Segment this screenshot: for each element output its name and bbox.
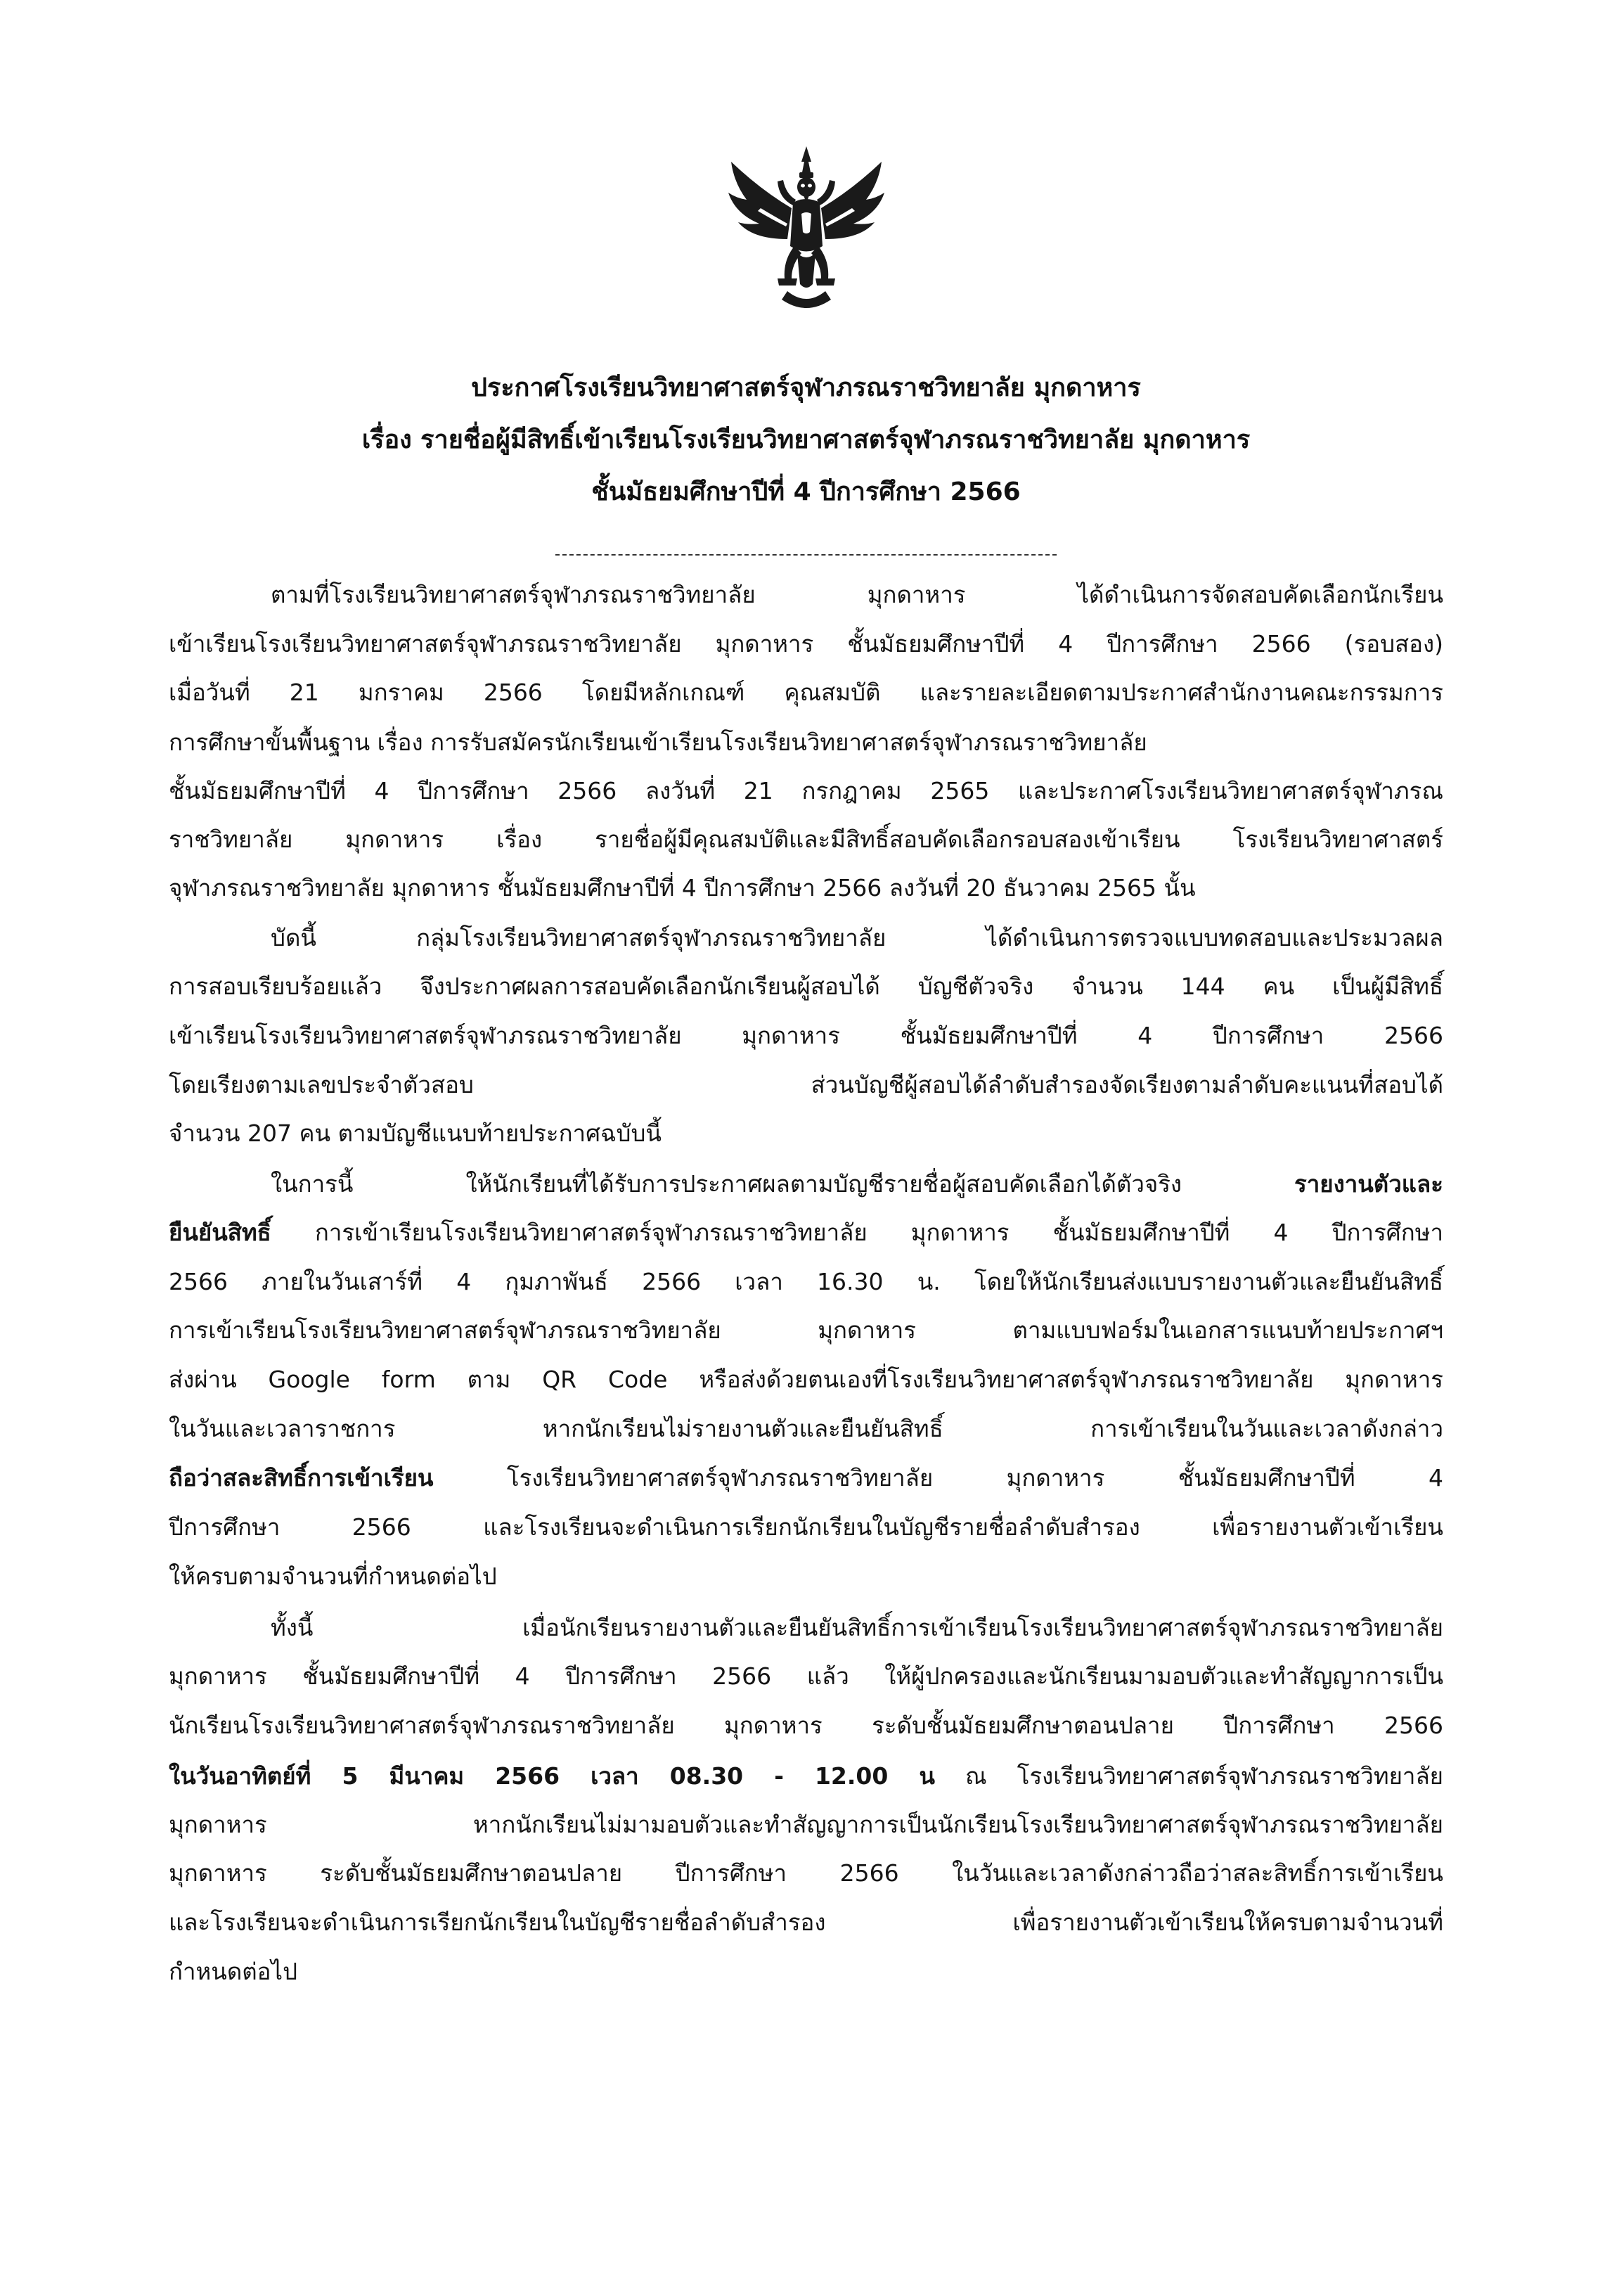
garuda-emblem-icon [718, 141, 894, 316]
paragraph-3-text: ในการนี้ ให้นักเรียนที่ได้รับการประกาศผลตามบัญชีรายชื่อผู้สอบคัดเลือกได้ตัวจริง [271, 1170, 1295, 1198]
paragraph-1-line: ตามที่โรงเรียนวิทยาศาสตร์จุฬาภรณราชวิทยาลัย มุกดาหาร ได้ดำเนินการจัดสอบคัดเลือกนักเรียน [271, 581, 1443, 608]
paragraph-3-text: โรงเรียนวิทยาศาสตร์จุฬาภรณราชวิทยาลัย มุกดาหาร ชั้นมัธยมศึกษาปีที่ 4 [433, 1464, 1443, 1492]
paragraph-4-line: มุกดาหาร ชั้นมัธยมศึกษาปีที่ 4 ปีการศึกษา 2566 แล้ว ให้ผู้ปกครองและนักเรียนมามอบตัวและทำสัญญาการเป็น [169, 1662, 1443, 1690]
title-separator [555, 554, 1057, 556]
paragraph-1-line: เข้าเรียนโรงเรียนวิทยาศาสตร์จุฬาภรณราชวิทยาลัย มุกดาหาร ชั้นมัธยมศึกษาปีที่ 4 ปีการศึกษา 2566 (รอบสอง) [169, 630, 1443, 658]
paragraph-1-line: ชั้นมัธยมศึกษาปีที่ 4 ปีการศึกษา 2566 ลงวันที่ 21 กรกฎาคม 2565 และประกาศโรงเรียนวิทยาศาสตร์จุฬาภรณ [169, 777, 1443, 804]
paragraph-4-line: นักเรียนโรงเรียนวิทยาศาสตร์จุฬาภรณราชวิทยาลัย มุกดาหาร ระดับชั้นมัธยมศึกษาตอนปลาย ปีการศึกษา 2566 [169, 1712, 1443, 1739]
paragraph-4-line [169, 1761, 1443, 1792]
paragraph-1-line: ราชวิทยาลัย มุกดาหาร เรื่อง รายชื่อผู้มีคุณสมบัติและมีสิทธิ์สอบคัดเลือกรอบสองเข้าเรียน โรงเรียนวิทยาศาสตร์ [169, 826, 1443, 853]
paragraph-4-line: ทั้งนี้ เมื่อนักเรียนรายงานตัวและยืนยันสิทธิ์การเข้าเรียนโรงเรียนวิทยาศาสตร์จุฬาภรณราชวิทยาลัย [271, 1614, 1443, 1641]
paragraph-3-text: การเข้าเรียนโรงเรียนวิทยาศาสตร์จุฬาภรณราชวิทยาลัย มุกดาหาร ชั้นมัธยมศึกษาปีที่ 4 ปีการศึกษา [271, 1219, 1443, 1246]
paragraph-1-line: จุฬาภรณราชวิทยาลัย มุกดาหาร ชั้นมัธยมศึกษาปีที่ 4 ปีการศึกษา 2566 ลงวันที่ 20 ธันวาคม 2565 นั้น [169, 874, 1196, 902]
announcement-grade-year: ชั้นมัธยมศึกษาปีที่ 4 ปีการศึกษา 2566 [591, 477, 1021, 506]
announcement-title: ประกาศโรงเรียนวิทยาศาสตร์จุฬาภรณราชวิทยาลัย มุกดาหาร [471, 373, 1141, 402]
paragraph-4-line: และโรงเรียนจะดำเนินการเรียกนักเรียนในบัญชีรายชื่อลำดับสำรอง เพื่อรายงานตัวเข้าเรียนให้ครบตามจำนวนที่ [169, 1909, 1443, 1936]
paragraph-1-line: การศึกษาขั้นพื้นฐาน เรื่อง การรับสมัครนักเรียนเข้าเรียนโรงเรียนวิทยาศาสตร์จุฬาภรณราชวิทยาลัย [169, 729, 1147, 756]
paragraph-3-line: การเข้าเรียนโรงเรียนวิทยาศาสตร์จุฬาภรณราชวิทยาลัย มุกดาหาร ตามแบบฟอร์มในเอกสารแนบท้ายประกาศฯ [169, 1316, 1443, 1344]
paragraph-3-line [169, 1217, 1443, 1248]
paragraph-4-text: ณ โรงเรียนวิทยาศาสตร์จุฬาภรณราชวิทยาลัย [934, 1762, 1443, 1790]
paragraph-2-line: โดยเรียงตามเลขประจำตัวสอบ ส่วนบัญชีผู้สอบได้ลำดับสำรองจัดเรียงตามลำดับคะแนนที่สอบได้ [169, 1071, 1443, 1098]
paragraph-3-line: ในวันและเวลาราชการ หากนักเรียนไม่รายงานตัวและยืนยันสิทธิ์ การเข้าเรียนในวันและเวลาดังกล่าว [169, 1415, 1443, 1442]
announcement-subject: เรื่อง รายชื่อผู้มีสิทธิ์เข้าเรียนโรงเรียนวิทยาศาสตร์จุฬาภรณราชวิทยาลัย มุกดาหาร [361, 425, 1251, 454]
paragraph-4-line: มุกดาหาร หากนักเรียนไม่มามอบตัวและทำสัญญาการเป็นนักเรียนโรงเรียนวิทยาศาสตร์จุฬาภรณราชวิทยาลัย [169, 1811, 1443, 1838]
report-confirm-emphasis: รายงานตัวและ [1294, 1170, 1443, 1198]
paragraph-3-line [169, 1463, 1443, 1494]
paragraph-2-line: จำนวน 207 คน ตามบัญชีแนบท้ายประกาศฉบับนี้ [169, 1120, 662, 1147]
paragraph-2-line: การสอบเรียบร้อยแล้ว จึงประกาศผลการสอบคัดเลือกนักเรียนผู้สอบได้ บัญชีตัวจริง จำนวน 144 คน เป็นผู้มีสิทธิ์ [169, 973, 1443, 1000]
paragraph-3-line: ส่งผ่าน Google form ตาม QR Code หรือส่งด้วยตนเองที่โรงเรียนวิทยาศาสตร์จุฬาภรณราชวิทยาลัย มุกดาหาร [169, 1366, 1443, 1393]
paragraph-3-line: 2566 ภายในวันเสาร์ที่ 4 กุมภาพันธ์ 2566 เวลา 16.30 น. โดยให้นักเรียนส่งแบบรายงานตัวและยืนยันสิทธิ์ [169, 1268, 1443, 1295]
forfeit-rights-emphasis: ถือว่าสละสิทธิ์การเข้าเรียน [169, 1464, 434, 1492]
contract-date-emphasis: ในวันอาทิตย์ที่ 5 มีนาคม 2566 เวลา 08.30 - 12.00 น [169, 1762, 935, 1790]
confirm-rights-emphasis: ยืนยันสิทธิ์ [169, 1219, 271, 1246]
paragraph-1-line: เมื่อวันที่ 21 มกราคม 2566 โดยมีหลักเกณฑ์ คุณสมบัติ และรายละเอียดตามประกาศสำนักงานคณะกรรมการ [169, 679, 1443, 706]
paragraph-3-line: ให้ครบตามจำนวนที่กำหนดต่อไป [169, 1563, 497, 1590]
paragraph-2-line: เข้าเรียนโรงเรียนวิทยาศาสตร์จุฬาภรณราชวิทยาลัย มุกดาหาร ชั้นมัธยมศึกษาปีที่ 4 ปีการศึกษา 2566 [169, 1022, 1443, 1049]
paragraph-2-line: บัดนี้ กลุ่มโรงเรียนวิทยาศาสตร์จุฬาภรณราชวิทยาลัย ได้ดำเนินการตรวจแบบทดสอบและประมวลผล [271, 924, 1443, 951]
paragraph-4-line: กำหนดต่อไป [169, 1958, 298, 1985]
paragraph-3-line [169, 1169, 1443, 1200]
paragraph-3-line: ปีการศึกษา 2566 และโรงเรียนจะดำเนินการเรียกนักเรียนในบัญชีรายชื่อลำดับสำรอง เพื่อรายงานตัวเข้าเรียน [169, 1513, 1443, 1541]
paragraph-4-line: มุกดาหาร ระดับชั้นมัธยมศึกษาตอนปลาย ปีการศึกษา 2566 ในวันและเวลาดังกล่าวถือว่าสละสิทธิ์การเข้าเรียน [169, 1859, 1443, 1887]
